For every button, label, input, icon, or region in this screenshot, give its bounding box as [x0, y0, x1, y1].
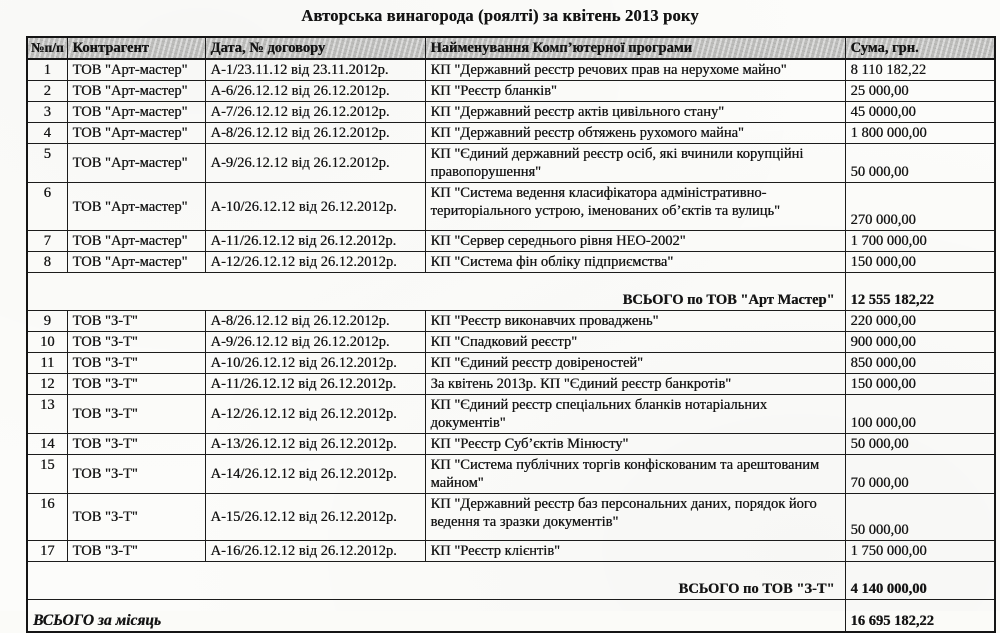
- contract-cell: А-8/26.12.12 від 26.12.2012р.: [205, 123, 425, 144]
- row-number: 9: [27, 311, 67, 332]
- row-number: 4: [27, 123, 67, 144]
- header-contractor: Контрагент: [67, 37, 205, 59]
- program-cell: КП "Реєстр бланків": [425, 81, 845, 102]
- table-row: [27, 434, 995, 455]
- amount-cell: 8 110 182,22: [845, 59, 995, 81]
- total-row: [27, 600, 995, 633]
- subtotal-label: ВСЬОГО по ТОВ "З-Т": [27, 562, 845, 600]
- contractor-cell: ТОВ "З-Т": [67, 395, 205, 434]
- row-number: 17: [27, 541, 67, 562]
- program-cell: КП "Єдиний реєстр спеціальних бланків нотаріальних документів": [425, 395, 845, 434]
- contract-cell: А-1/23.11.12 від 23.11.2012р.: [205, 59, 425, 81]
- row-number: 5: [27, 144, 67, 183]
- total-label: ВСЬОГО за місяць: [27, 600, 845, 633]
- amount-cell: 45 0000,00: [845, 102, 995, 123]
- contractor-cell: ТОВ "З-Т": [67, 311, 205, 332]
- contractor-cell: ТОВ "З-Т": [67, 434, 205, 455]
- amount-cell: 270 000,00: [845, 183, 995, 231]
- contractor-cell: ТОВ "Арт-мастер": [67, 81, 205, 102]
- contract-cell: А-14/26.12.12 від 26.12.2012р.: [205, 455, 425, 494]
- amount-cell: 25 000,00: [845, 81, 995, 102]
- table-row: [27, 59, 995, 81]
- contractor-cell: ТОВ "Арт-мастер": [67, 123, 205, 144]
- amount-cell: 900 000,00: [845, 332, 995, 353]
- row-number: 1: [27, 59, 67, 81]
- header-amount: Сума, грн.: [845, 37, 995, 59]
- table-row: [27, 123, 995, 144]
- program-cell: КП "Система ведення класифікатора адміністративно-територіального устрою, іменованих об’єктів та вулиць": [425, 183, 845, 231]
- amount-cell: 70 000,00: [845, 455, 995, 494]
- program-cell: КП "Система фін обліку підприємства": [425, 252, 845, 273]
- contractor-cell: ТОВ "Арт-мастер": [67, 183, 205, 231]
- amount-cell: 1 700 000,00: [845, 231, 995, 252]
- contract-cell: А-10/26.12.12 від 26.12.2012р.: [205, 183, 425, 231]
- program-cell: КП "Державний реєстр обтяжень рухомого майна": [425, 123, 845, 144]
- contractor-cell: ТОВ "Арт-мастер": [67, 144, 205, 183]
- contract-cell: А-8/26.12.12 від 26.12.2012р.: [205, 311, 425, 332]
- contractor-cell: ТОВ "З-Т": [67, 541, 205, 562]
- contract-cell: А-9/26.12.12 від 26.12.2012р.: [205, 332, 425, 353]
- contract-cell: А-11/26.12.12 від 26.12.2012р.: [205, 374, 425, 395]
- contractor-cell: ТОВ "Арт-мастер": [67, 231, 205, 252]
- royalty-table: [26, 36, 996, 633]
- amount-cell: 150 000,00: [845, 374, 995, 395]
- amount-cell: 850 000,00: [845, 353, 995, 374]
- contractor-cell: ТОВ "З-Т": [67, 374, 205, 395]
- table-row: [27, 252, 995, 273]
- amount-cell: 150 000,00: [845, 252, 995, 273]
- subtotal-row-art-master: [27, 273, 995, 311]
- amount-cell: 50 000,00: [845, 144, 995, 183]
- table-row: [27, 353, 995, 374]
- table-row: [27, 183, 995, 231]
- subtotal-row-zt: [27, 562, 995, 600]
- header-program: Найменування Комп’ютерної програми: [425, 37, 845, 59]
- contractor-cell: ТОВ "З-Т": [67, 353, 205, 374]
- amount-cell: 1 750 000,00: [845, 541, 995, 562]
- program-cell: КП "Державний реєстр баз персональних даних, порядок його ведення та зразки документів": [425, 494, 845, 541]
- contract-cell: А-7/26.12.12 від 26.12.2012р.: [205, 102, 425, 123]
- subtotal-label: ВСЬОГО по ТОВ "Арт Мастер": [27, 273, 845, 311]
- header-num: №п/п: [27, 37, 67, 59]
- table-row: [27, 231, 995, 252]
- row-number: 15: [27, 455, 67, 494]
- contract-cell: А-11/26.12.12 від 26.12.2012р.: [205, 231, 425, 252]
- table-row: [27, 144, 995, 183]
- header-contract: Дата, № договору: [205, 37, 425, 59]
- row-number: 16: [27, 494, 67, 541]
- program-cell: КП "Сервер середнього рівня НЕО-2002": [425, 231, 845, 252]
- contract-cell: А-6/26.12.12 від 26.12.2012р.: [205, 81, 425, 102]
- contract-cell: А-9/26.12.12 від 26.12.2012р.: [205, 144, 425, 183]
- contractor-cell: ТОВ "З-Т": [67, 332, 205, 353]
- contract-cell: А-15/26.12.12 від 26.12.2012р.: [205, 494, 425, 541]
- amount-cell: 50 000,00: [845, 494, 995, 541]
- row-number: 2: [27, 81, 67, 102]
- row-number: 8: [27, 252, 67, 273]
- program-cell: КП "Єдиний державний реєстр осіб, які вчинили корупційні правопорушення": [425, 144, 845, 183]
- contract-cell: А-12/26.12.12 від 26.12.2012р.: [205, 395, 425, 434]
- row-number: 10: [27, 332, 67, 353]
- program-cell: КП "Система публічних торгів конфіскованим та арештованим майном": [425, 455, 845, 494]
- amount-cell: 50 000,00: [845, 434, 995, 455]
- contractor-cell: ТОВ "Арт-мастер": [67, 102, 205, 123]
- program-cell: КП "Спадковий реєстр": [425, 332, 845, 353]
- table-row: [27, 102, 995, 123]
- amount-cell: 100 000,00: [845, 395, 995, 434]
- contract-cell: А-16/26.12.12 від 26.12.2012р.: [205, 541, 425, 562]
- program-cell: За квітень 2013р. КП "Єдиний реєстр банкротів": [425, 374, 845, 395]
- row-number: 11: [27, 353, 67, 374]
- row-number: 7: [27, 231, 67, 252]
- contractor-cell: ТОВ "З-Т": [67, 494, 205, 541]
- contract-cell: А-13/26.12.12 від 26.12.2012р.: [205, 434, 425, 455]
- table-row: [27, 494, 995, 541]
- program-cell: КП "Реєстр виконавчих проваджень": [425, 311, 845, 332]
- program-cell: КП "Реєстр Суб’єктів Мінюсту": [425, 434, 845, 455]
- subtotal-amount: 12 555 182,22: [845, 273, 995, 311]
- table-row: [27, 311, 995, 332]
- subtotal-amount: 4 140 000,00: [845, 562, 995, 600]
- total-amount: 16 695 182,22: [845, 600, 995, 633]
- table-header-row: [27, 37, 995, 59]
- contractor-cell: ТОВ "Арт-мастер": [67, 59, 205, 81]
- row-number: 14: [27, 434, 67, 455]
- contractor-cell: ТОВ "Арт-мастер": [67, 252, 205, 273]
- program-cell: КП "Єдиний реєстр довіреностей": [425, 353, 845, 374]
- table-row: [27, 541, 995, 562]
- table-row: [27, 374, 995, 395]
- row-number: 3: [27, 102, 67, 123]
- table-row: [27, 332, 995, 353]
- amount-cell: 220 000,00: [845, 311, 995, 332]
- contract-cell: А-10/26.12.12 від 26.12.2012р.: [205, 353, 425, 374]
- contractor-cell: ТОВ "З-Т": [67, 455, 205, 494]
- program-cell: КП "Реєстр клієнтів": [425, 541, 845, 562]
- document-title: Авторська винагорода (роялті) за квітень 2013 року: [301, 6, 699, 25]
- program-cell: КП "Державний реєстр речових прав на нерухоме майно": [425, 59, 845, 81]
- program-cell: КП "Державний реєстр актів цивільного стану": [425, 102, 845, 123]
- table-row: [27, 395, 995, 434]
- row-number: 13: [27, 395, 67, 434]
- amount-cell: 1 800 000,00: [845, 123, 995, 144]
- row-number: 12: [27, 374, 67, 395]
- table-row: [27, 81, 995, 102]
- row-number: 6: [27, 183, 67, 231]
- contract-cell: А-12/26.12.12 від 26.12.2012р.: [205, 252, 425, 273]
- table-row: [27, 455, 995, 494]
